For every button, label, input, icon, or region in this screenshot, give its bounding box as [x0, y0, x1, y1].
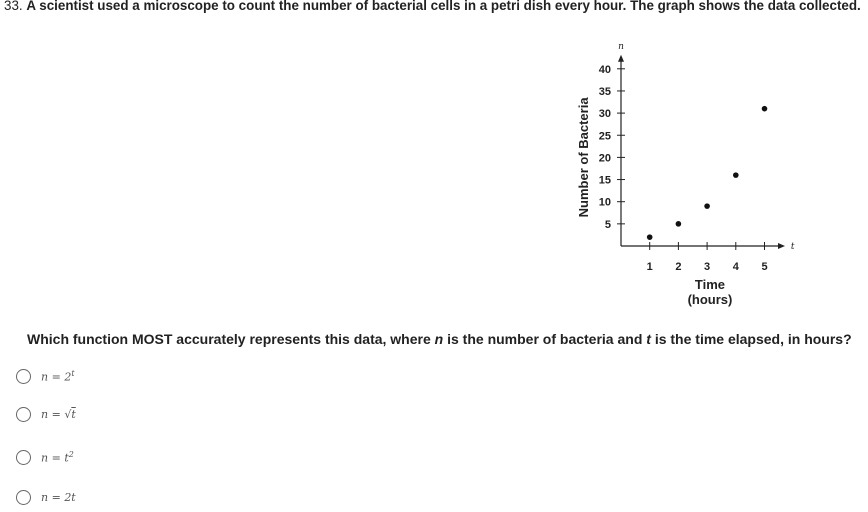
data-point: [704, 203, 710, 209]
choice-formula: $n = t^2$: [41, 449, 74, 465]
x-tick-label: 5: [761, 261, 768, 273]
choice-option-2[interactable]: [16, 405, 76, 423]
x-axis-variable: t: [790, 242, 795, 252]
prompt-part-3: is the time elapsed, in hours?: [650, 331, 852, 347]
choice-formula: n = √t: [41, 407, 76, 421]
radio-button[interactable]: [16, 369, 31, 384]
y-tick-label: 35: [598, 85, 611, 98]
prompt-part-1: Which function MOST accurately represents this data, where: [27, 331, 435, 347]
choice-option-1[interactable]: [16, 367, 75, 385]
y-tick-label: 10: [598, 196, 611, 209]
data-point: [676, 221, 682, 227]
choice-option-4[interactable]: [16, 488, 76, 506]
x-tick-label: 2: [675, 261, 682, 273]
question-number: 33.: [4, 0, 23, 13]
y-axis-title: Number of Bacteria: [576, 97, 591, 218]
y-tick-label: 25: [598, 130, 611, 143]
y-axis-arrow-icon: [618, 55, 624, 62]
choice-formula: n = 2t: [41, 490, 76, 504]
question-text: A scientist used a microscope to count the number of bacterial cells in a petri dish every hour. The graph shows the data collected.: [26, 0, 861, 13]
x-axis-title: Time: [694, 277, 726, 292]
y-axis-variable: n: [618, 41, 624, 52]
prompt-var-n: n: [434, 331, 444, 347]
data-point: [647, 234, 653, 240]
y-tick-label: 5: [604, 218, 611, 231]
y-tick-label: 40: [598, 63, 611, 76]
x-tick-label: 3: [704, 261, 711, 273]
prompt-var-t: t: [646, 331, 651, 347]
x-axis-subtitle: (hours): [687, 292, 733, 307]
y-tick-label: 15: [598, 174, 611, 187]
question-prompt: [27, 331, 852, 347]
radio-button[interactable]: [16, 490, 31, 505]
data-point: [762, 106, 768, 112]
y-tick-label: 30: [598, 108, 611, 121]
choice-formula: $n = 2^t$: [41, 368, 75, 384]
y-tick-label: 20: [598, 152, 611, 165]
x-tick-label: 1: [646, 261, 653, 273]
x-tick-label: 4: [732, 261, 739, 273]
x-axis-arrow-icon: [778, 243, 785, 249]
data-point: [733, 172, 739, 178]
choice-option-3[interactable]: [16, 448, 74, 466]
radio-button[interactable]: [16, 407, 31, 422]
radio-button[interactable]: [16, 450, 31, 465]
prompt-part-2: is the number of bacteria and: [443, 331, 647, 347]
